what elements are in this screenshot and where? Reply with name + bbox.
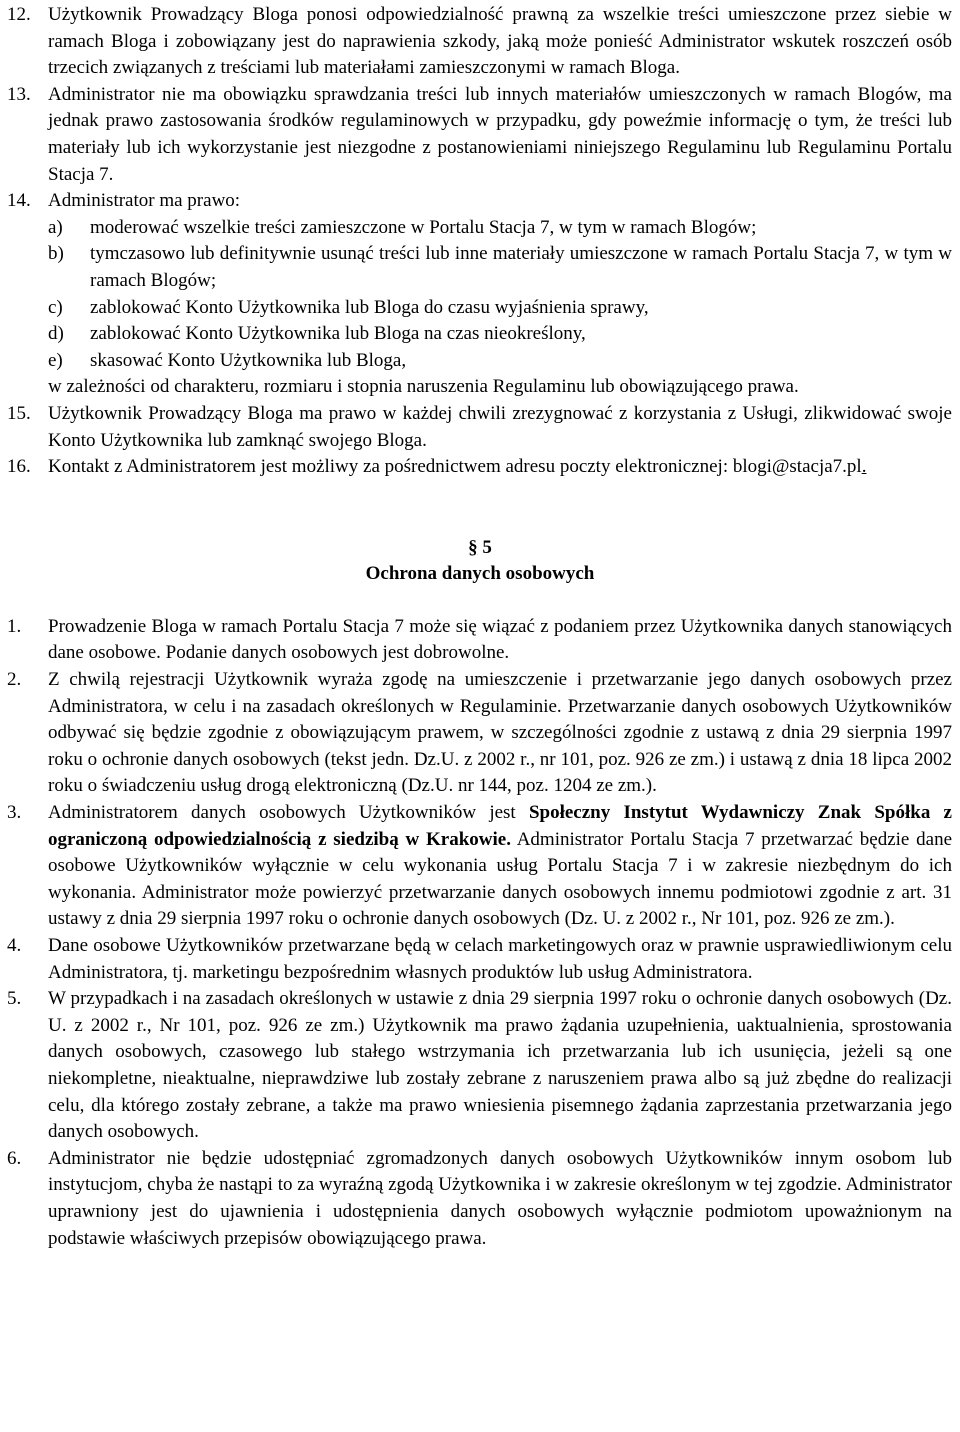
paragraph-number: 6. [7, 1147, 22, 1169]
paragraph-13 [0, 82, 960, 188]
list-item-e [48, 348, 952, 375]
list-item-letter: a) [48, 216, 63, 238]
paragraph-text: Administrator nie będzie udostępniać zgromadzonych danych osobowych Użytkowników innym osobom lub instytucjom, chyba że nastąpi to za wyraźną zgodą Użytkownika i w zakresie określonym w tej zgodzie. Administrator uprawniony jest do ujawnienia i udostępnienia danych osobowych wyłącznie podmiotom upoważnionym na podstawie właściwych przepisów obowiązującego prawa. [48, 1147, 952, 1249]
paragraph-text: W przypadkach i na zasadach określonych w ustawie z dnia 29 sierpnia 1997 roku o ochronie danych osobowych (Dz. U. z 2002 r., Nr 101, poz. 926 ze zm.) Użytkownik ma prawo żądania uzupełnienia, uaktualnienia, sprostowania danych osobowych, czasowego lub stałego wstrzymania ich przetwarzania lub ich usunięcia, jeżeli są one niekompletne, nieaktualne, nieprawdziwe lub zostały zebrane z naruszeniem prawa albo są już zbędne do realizacji celu, dla którego zostały zebrane, a także ma prawo wniesienia pisemnego żądania zaprzestania przetwarzania jego danych osobowych. [48, 988, 952, 1143]
list-item-text: moderować wszelkie treści zamieszczone w Portalu Stacja 7, w tym w ramach Blogów; [90, 216, 757, 238]
paragraph-15 [0, 401, 960, 454]
list-item-letter: c) [48, 296, 63, 318]
list-item-letter: e) [48, 349, 63, 371]
list-item-d [48, 321, 952, 348]
section-symbol: § [468, 536, 478, 558]
paragraph-text: Administrator nie ma obowiązku sprawdzania treści lub innych materiałów umieszczonych w ramach Blogów, ma jednak prawo zastosowania środków regulaminowych w przypadku, gdy poweźmie informację o tym, że treści lub materiały lub ich wykorzystanie jest niezgodne z postanowieniami niniejszego Regulaminu lub Regulaminu Portalu Stacja 7. [48, 83, 952, 185]
paragraph-text: Dane osobowe Użytkowników przetwarzane będą w celach marketingowych oraz w prawnie usprawiedliwionym celu Administratora, tj. marketingu bezpośrednim własnych produktów lub usług Administratora. [48, 935, 952, 983]
paragraph-number: 13. [7, 83, 31, 105]
paragraph-16 [0, 454, 960, 481]
paragraph-number: 5. [7, 988, 22, 1010]
paragraph-number: 14. [7, 190, 31, 212]
paragraph-number: 15. [7, 402, 31, 424]
paragraph-text: Kontakt z Administratorem jest możliwy za pośrednictwem adresu poczty elektronicznej: blogi@stacja7.pl [48, 456, 862, 478]
section-title: Ochrona danych osobowych [365, 563, 595, 585]
section-number: 5 [482, 536, 492, 558]
paragraph-outro: w zależności od charakteru, rozmiaru i stopnia naruszenia Regulaminu lub obowiązującego prawa. [48, 376, 799, 398]
paragraph-3 [0, 800, 960, 933]
paragraph-14 [0, 188, 960, 401]
paragraph-text: Administratorem danych osobowych Użytkowników jest [48, 802, 529, 824]
paragraph-number: 1. [7, 615, 22, 637]
paragraph-12 [0, 2, 960, 82]
list-item-c [48, 295, 952, 322]
paragraph-trail: . [861, 456, 867, 478]
section-number-line [0, 535, 960, 562]
paragraph-text: Z chwilą rejestracji Użytkownik wyraża zgodę na umieszczenie i przetwarzanie jego danych osobowych przez Administratora, w celu i na zasadach określonych w Regulaminie. Przetwarzanie danych osobowych Użytkowników odbywać się będzie zgodnie z obowiązującym prawem, w szczególności zgodnie z ustawą z dnia 29 sierpnia 1997 roku o ochronie danych osobowych (tekst jedn. Dz.U. z 2002 r., nr 101, poz. 926 ze zm.) i ustawą z dnia 18 lipca 2002 roku o świadczeniu usług drogą elektroniczną (Dz.U. nr 144, poz. 1204 ze zm.). [48, 669, 952, 797]
paragraph-5 [0, 986, 960, 1146]
section-heading [0, 535, 960, 588]
list-item-letter: b) [48, 243, 64, 265]
paragraph-intro: Administrator ma prawo: [48, 190, 241, 212]
paragraph-number: 3. [7, 802, 22, 824]
paragraph-4 [0, 933, 960, 986]
paragraph-text: Użytkownik Prowadzący Bloga ma prawo w każdej chwili zrezygnować z korzystania z Usługi, zlikwidować swoje Konto Użytkownika lub zamknąć swojego Bloga. [48, 402, 952, 451]
list-item-a [48, 215, 952, 242]
paragraph-number: 2. [7, 669, 22, 691]
list-item-text: zablokować Konto Użytkownika lub Bloga na czas nieokreślony, [90, 323, 586, 345]
list-item-text: skasować Konto Użytkownika lub Bloga, [90, 349, 407, 371]
paragraph-text-continued: Administrator Portalu Stacja 7 przetwarzać będzie dane osobowe Użytkowników wyłącznie w celu wykonania usług Portalu Stacja 7 i w zakresie niezbędnym do ich wykonania. Administrator może powierzyć przetwarzanie danych osobowych innemu podmiotowi zgodnie z art. 31 ustawy z dnia 29 sierpnia 1997 roku o ochronie danych osobowych (Dz. U. z 2002 r., Nr 101, poz. 926 ze zm.). [48, 828, 952, 930]
paragraph-text: Prowadzenie Bloga w ramach Portalu Stacja 7 może się wiązać z podaniem przez Użytkownika danych stanowiących dane osobowe. Podanie danych osobowych jest dobrowolne. [48, 615, 952, 664]
list-item-letter: d) [48, 323, 64, 345]
paragraph-1 [0, 614, 960, 667]
paragraph-2 [0, 667, 960, 800]
paragraph-number: 12. [7, 4, 31, 25]
list-item-b [48, 241, 952, 294]
list-item-text: tymczasowo lub definitywnie usunąć treści lub inne materiały umieszczone w ramach Portalu Stacja 7, w tym w ramach Blogów; [90, 243, 952, 291]
paragraph-text: Użytkownik Prowadzący Bloga ponosi odpowiedzialność prawną za wszelkie treści umieszczone przez siebie w ramach Bloga i zobowiązany jest do naprawienia szkody, jaką może ponieść Administrator wskutek roszczeń osób trzecich związanych z treściami lub materiałami zamieszczonymi w ramach Bloga. [48, 4, 952, 79]
company-name: Społeczny Instytut Wydawniczy Znak Spółka z ograniczoną odpowiedzialnością z siedzibą w Krakowie. [48, 802, 952, 850]
paragraph-number: 4. [7, 935, 22, 956]
paragraph-6 [0, 1146, 960, 1252]
paragraph-number: 16. [7, 456, 31, 478]
list-item-text: zablokować Konto Użytkownika lub Bloga do czasu wyjaśnienia sprawy, [90, 296, 649, 318]
